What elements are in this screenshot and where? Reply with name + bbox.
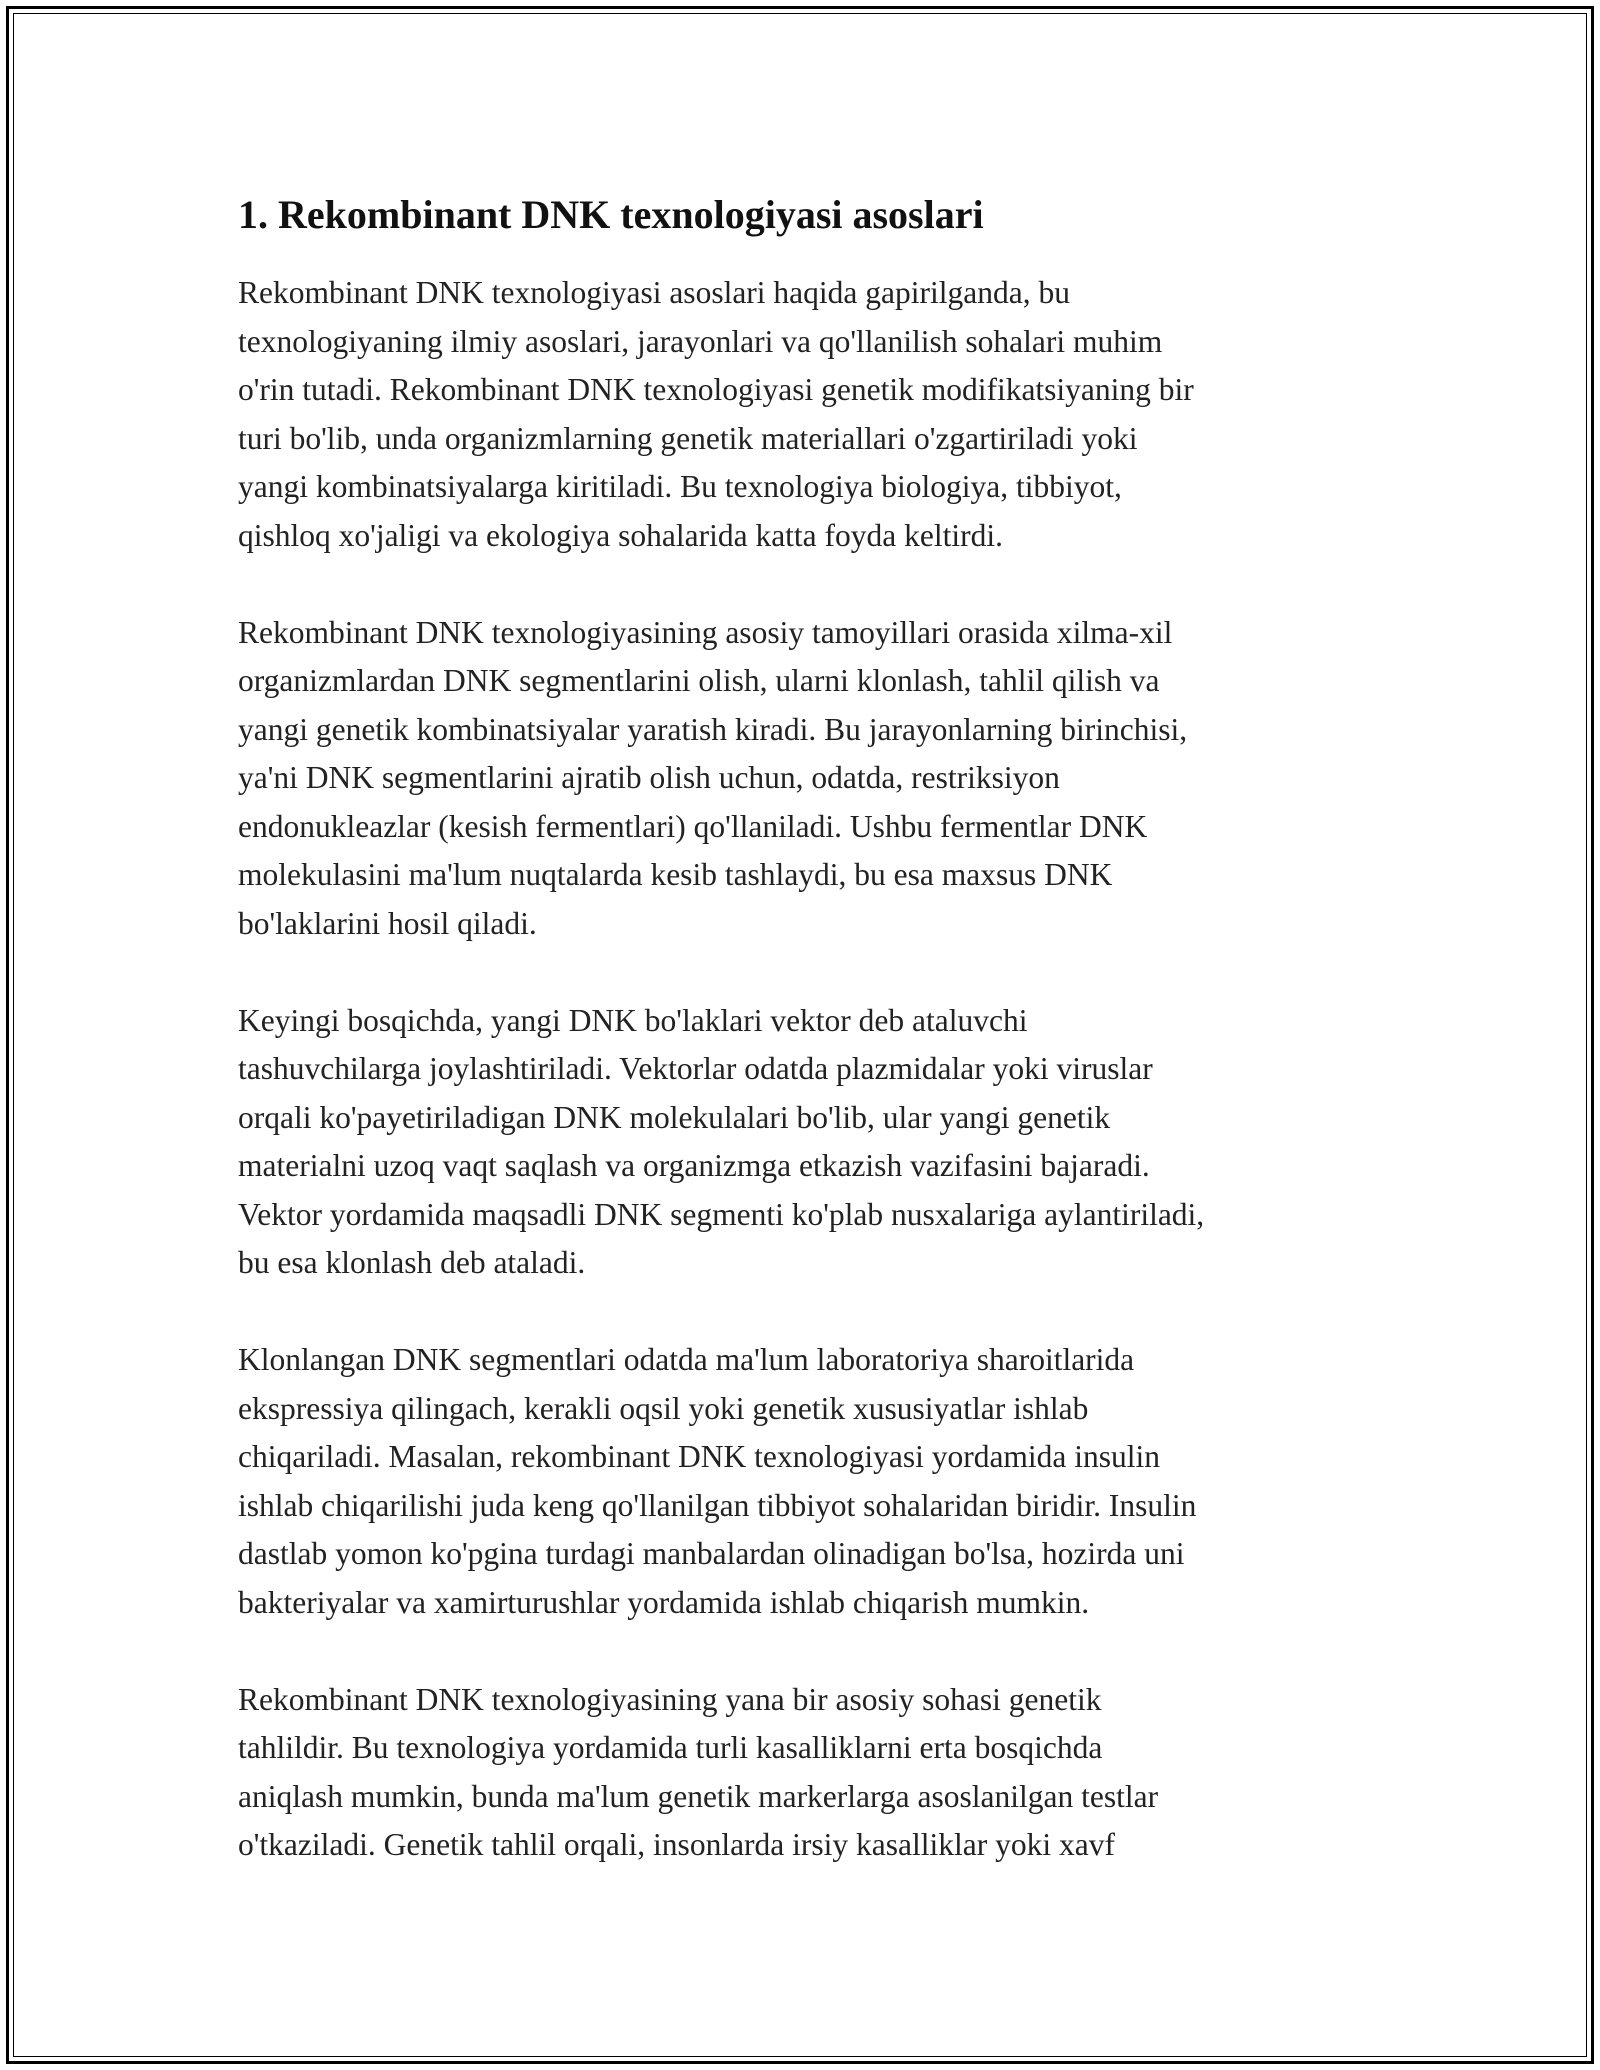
paragraph-1: Rekombinant DNK texnologiyasi asoslari haqida gapirilganda, bu texnologiyaning ilmiy asoslari, jarayonlari va qo'llanilish sohalari muhim o'rin tutadi. Rekombinant DNK texnologiyasi genetik modifikatsiyaning bir turi bo'lib, unda organizmlarning genetik materiallari o'zgartiriladi yoki yangi kombinatsiyalarga kiritiladi. Bu texnologiya biologiya, tibbiyot, qishloq xo'jaligi va ekologiya sohalarida katta foyda keltirdi. bbox=[238, 275, 1194, 553]
paragraph-4: Klonlangan DNK segmentlari odatda ma'lum laboratoriya sharoitlarida ekspressiya qilingach, kerakli oqsil yoki genetik xususiyatlar ishlab chiqariladi. Masalan, rekombinant DNK texnologiyasi yordamida insulin ishlab chiqarilishi juda keng qo'llanilgan tibbiyot sohalaridan biridir. Insulin dastlab yomon ko'pgina turdagi manbalardan olinadigan bo'lsa, hozirda uni bakteriyalar va xamirturushlar yordamida ishlab chiqarish mumkin. bbox=[238, 1342, 1197, 1620]
paragraph-2: Rekombinant DNK texnologiyasining asosiy tamoyillari orasida xilma-xil organizmlardan DNK segmentlarini olish, ularni klonlash, tahlil qilish va yangi genetik kombinatsiyalar yaratish kiradi. Bu jarayonlarning birinchisi, ya'ni DNK segmentlarini ajratib olish uchun, odatda, restriksiyon endonukleazlar (kesish fermentlari) qo'llaniladi. Ushbu fermentlar DNK molekulasini ma'lum nuqtalarda kesib tashlaydi, bu esa maxsus DNK bo'laklarini hosil qiladi. bbox=[238, 614, 1188, 941]
paragraph-3: Keyingi bosqichda, yangi DNK bo'laklari vektor deb ataluvchi tashuvchilarga joylashtiriladi. Vektorlar odatda plazmidalar yoki viruslar orqali ko'payetiriladigan DNK molekulalari bo'lib, ular yangi genetik materialni uzoq vaqt saqlash va organizmga etkazish vazifasini bajaradi. Vektor yordamida maqsadli DNK segmenti ko'plab nusxalariga aylantiriladi, bu esa klonlash deb ataladi. bbox=[238, 1002, 1205, 1280]
section-heading: 1. Rekombinant DNK texnologiyasi asoslari bbox=[238, 192, 984, 237]
document-body bbox=[238, 187, 1398, 1918]
paragraph-5: Rekombinant DNK texnologiyasining yana bir asosiy sohasi genetik tahlildir. Bu texnologiya yordamida turli kasalliklarni erta bosqichda aniqlash mumkin, bunda ma'lum genetik markerlarga asoslanilgan testlar o'tkaziladi. Genetik tahlil orqali, insonlarda irsiy kasalliklar yoki xavf bbox=[238, 1681, 1159, 1862]
page-border bbox=[6, 6, 1594, 2064]
